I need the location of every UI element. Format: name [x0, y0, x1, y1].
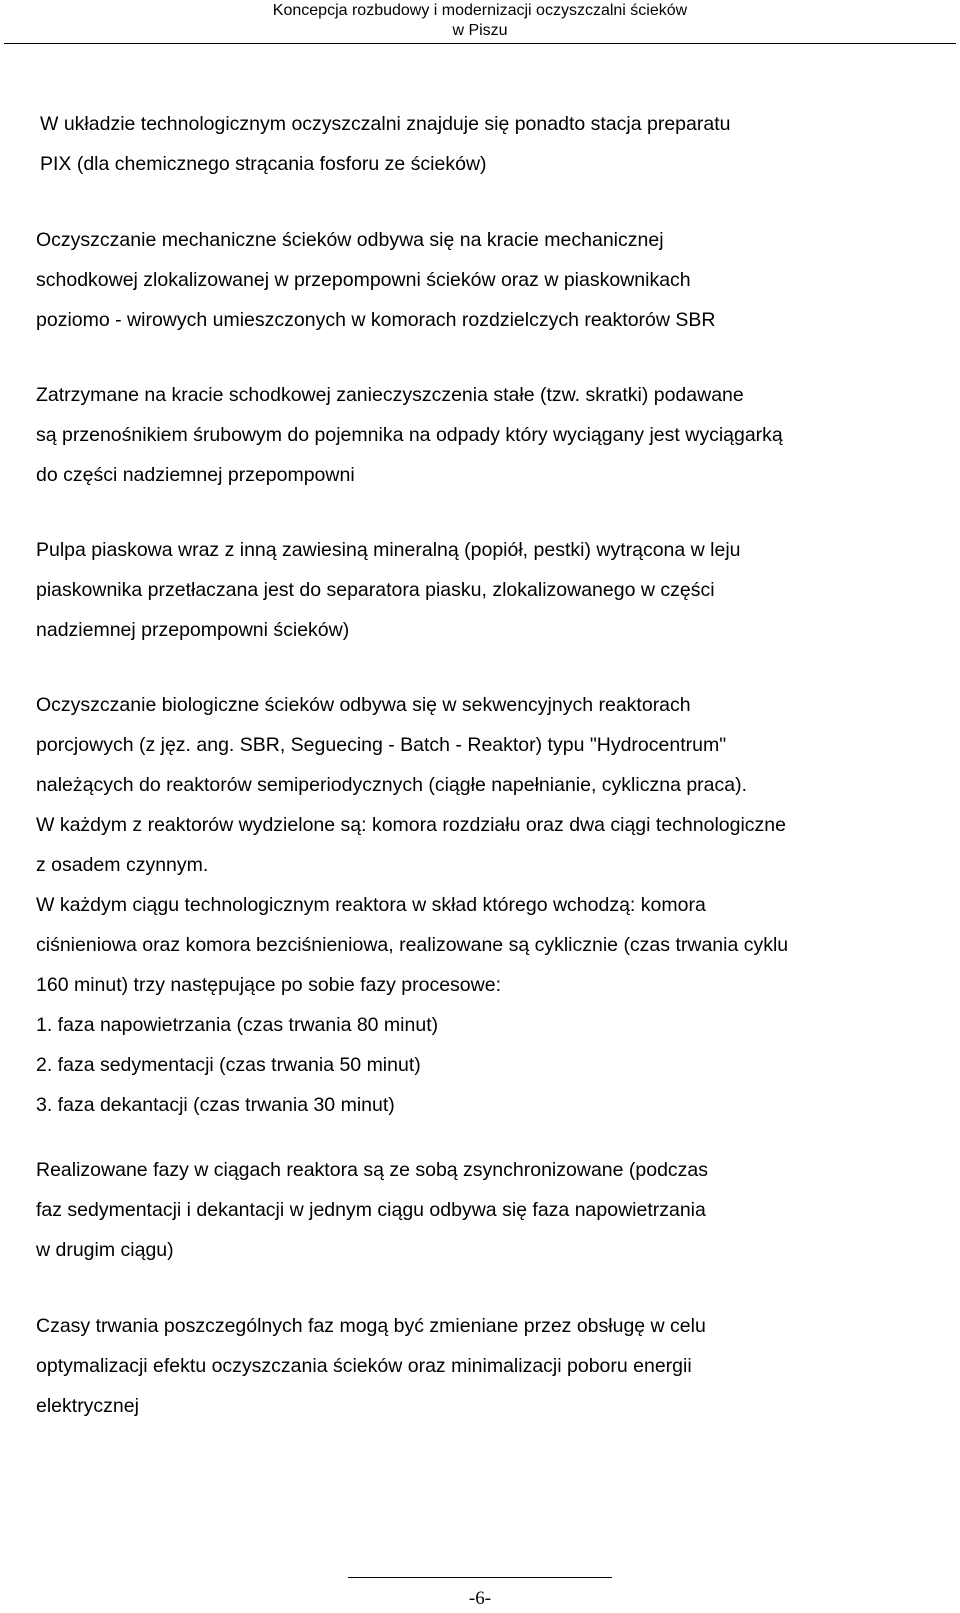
text-line: Oczyszczanie biologiczne ścieków odbywa się w sekwencyjnych reaktorach: [36, 694, 691, 716]
paragraph-phase-synchronization: [36, 1150, 708, 1270]
text-line: nadziemnej przepompowni ścieków): [36, 619, 350, 641]
text-line: Czasy trwania poszczególnych faz mogą być zmieniane przez obsługę w celu: [36, 1315, 706, 1337]
header-divider: [4, 43, 956, 44]
header-title-line2: w Piszu: [452, 22, 508, 39]
paragraph-pix-station: [40, 104, 730, 184]
text-line: optymalizacji efektu oczyszczania ścieków oraz minimalizacji poboru energii: [36, 1355, 692, 1377]
paragraph-biological-treatment: [36, 685, 788, 1125]
text-line: W układzie technologicznym oczyszczalni znajduje się ponadto stacja preparatu: [40, 113, 731, 135]
footer-divider: [348, 1577, 612, 1578]
list-item: 3. faza dekantacji (czas trwania 30 minut): [36, 1094, 395, 1116]
text-line: 160 minut) trzy następujące po sobie fazy procesowe:: [36, 974, 502, 996]
text-line: schodkowej zlokalizowanej w przepompowni ścieków oraz w piaskownikach: [36, 269, 691, 291]
text-line: Oczyszczanie mechaniczne ścieków odbywa się na kracie mechanicznej: [36, 229, 664, 251]
text-line: Zatrzymane na kracie schodkowej zanieczyszczenia stałe (tzw. skratki) podawane: [36, 384, 744, 406]
text-line: do części nadziemnej przepompowni: [36, 464, 355, 486]
paragraph-phase-durations: [36, 1306, 706, 1426]
text-line: porcjowych (z jęz. ang. SBR, Seguecing - Batch - Reaktor) typu "Hydrocentrum": [36, 734, 727, 756]
text-line: faz sedymentacji i dekantacji w jednym ciągu odbywa się faza napowietrzania: [36, 1199, 706, 1221]
header-title-line1: Koncepcja rozbudowy i modernizacji oczyszczalni ścieków: [272, 2, 688, 19]
text-line: poziomo - wirowych umieszczonych w komorach rozdzielczych reaktorów SBR: [36, 309, 716, 331]
text-line: należących do reaktorów semiperiodycznych (ciągłe napełnianie, cykliczna praca).: [36, 774, 748, 796]
text-line: elektrycznej: [36, 1395, 139, 1417]
text-line: Realizowane fazy w ciągach reaktora są ze sobą zsynchronizowane (podczas: [36, 1159, 709, 1181]
list-item: 2. faza sedymentacji (czas trwania 50 minut): [36, 1054, 421, 1076]
text-line: w drugim ciągu): [36, 1239, 174, 1261]
paragraph-mechanical-treatment: [36, 220, 715, 340]
text-line: W każdym z reaktorów wydzielone są: komora rozdziału oraz dwa ciągi technologiczne: [36, 814, 786, 836]
list-item: 1. faza napowietrzania (czas trwania 80 minut): [36, 1014, 439, 1036]
page-number: -6-: [468, 1588, 492, 1609]
text-line: piaskownika przetłaczana jest do separatora piasku, zlokalizowanego w części: [36, 579, 715, 601]
text-line: Pulpa piaskowa wraz z inną zawiesiną mineralną (popiół, pestki) wytrącona w leju: [36, 539, 741, 561]
paragraph-screenings: [36, 375, 783, 495]
text-line: W każdym ciągu technologicznym reaktora w skład którego wchodzą: komora: [36, 894, 706, 916]
text-line: ciśnieniowa oraz komora bezciśnieniowa, realizowane są cyklicznie (czas trwania cyklu: [36, 934, 789, 956]
paragraph-sand-pulp: [36, 530, 741, 650]
text-line: są przenośnikiem śrubowym do pojemnika na odpady który wyciągany jest wyciągarką: [36, 424, 783, 446]
text-line: z osadem czynnym.: [36, 854, 209, 876]
text-line: PIX (dla chemicznego strącania fosforu ze ścieków): [40, 153, 487, 175]
